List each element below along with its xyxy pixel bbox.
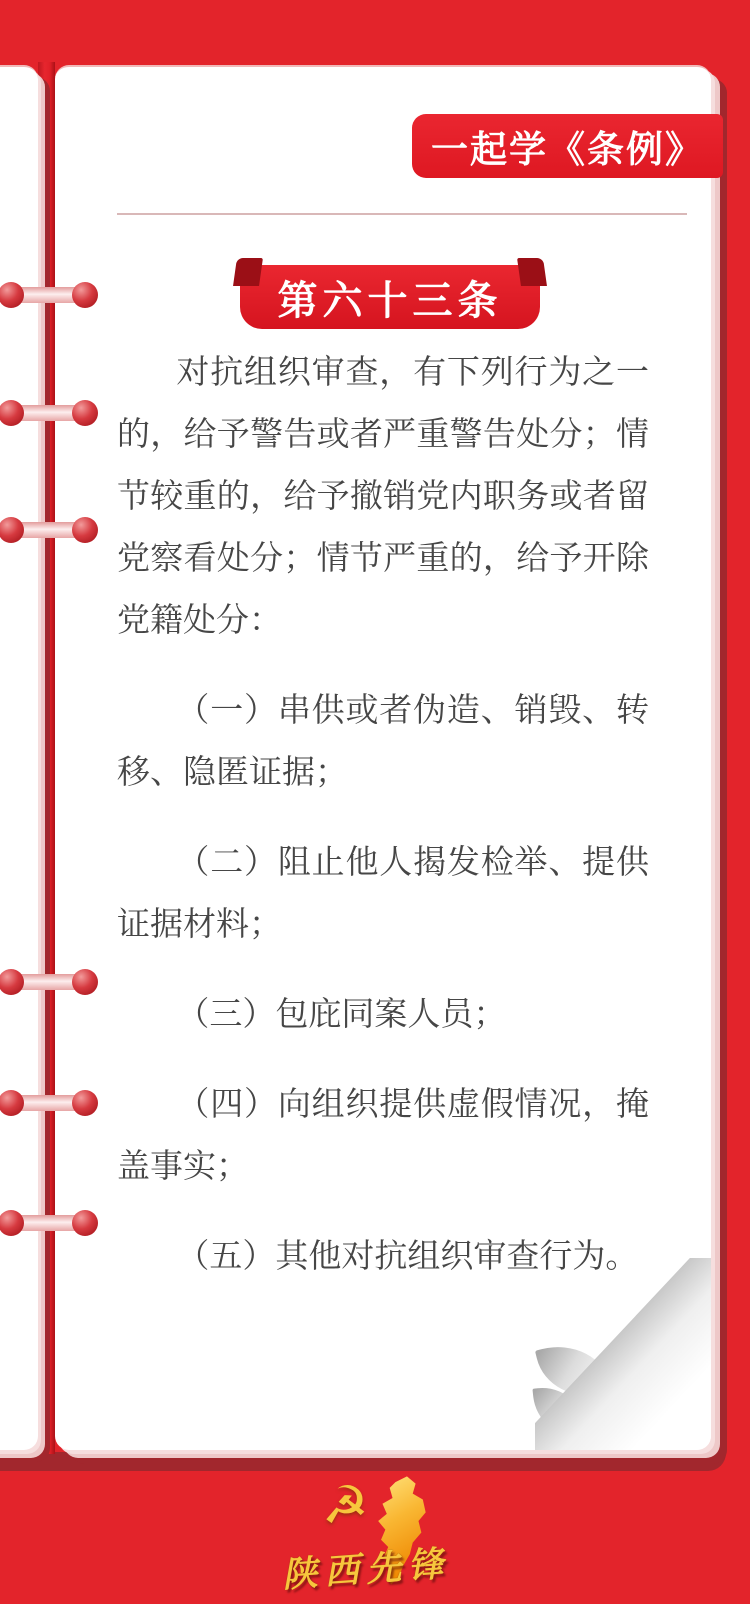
banner-ribbon-tab-right-icon (517, 258, 547, 286)
page-gap (38, 62, 55, 1454)
article-item-5: （五）其他对抗组织审查行为。 (176, 1237, 639, 1274)
brand-footer (260, 1476, 490, 1602)
binder-ring (0, 400, 98, 426)
article-banner-label: 第六十三条 (277, 278, 503, 323)
binder-ring-ball (72, 517, 98, 543)
brand-name: 陕西先锋 (281, 1544, 452, 1595)
binder-ring (0, 1210, 98, 1236)
article-item-2: （二）阻止他人揭发检举、提供证据材料； (117, 843, 649, 942)
article-item-3: （三）包庇同案人员； (176, 995, 507, 1032)
binder-ring-ball (0, 969, 24, 995)
binder-ring-ball (0, 400, 24, 426)
binder-ring-ball (72, 1210, 98, 1236)
binder-ring (0, 969, 98, 995)
binder-ring-ball (72, 282, 98, 308)
article-banner (240, 265, 540, 329)
binder-ring-ball (72, 1090, 98, 1116)
binder-ring-ball (0, 1090, 24, 1116)
binder-ring (0, 1090, 98, 1116)
article-paragraph: 对抗组织审查，有下列行为之一的，给予警告或者严重警告处分；情节较重的，给予撤销党内职务或者留党察看处分；情节严重的，给予开除党籍处分： (117, 353, 649, 638)
binder-ring-ball (0, 282, 24, 308)
binder-ring (0, 282, 98, 308)
binder-ring (0, 517, 98, 543)
article-item-1: （一）串供或者伪造、销毁、转移、隐匿证据； (117, 691, 649, 790)
binder-ring-ball (72, 400, 98, 426)
article-body (117, 341, 649, 1315)
notebook-page (55, 65, 711, 1450)
binder-ring-ball (0, 517, 24, 543)
page-bottom-shadow (0, 1452, 726, 1471)
banner-ribbon-tab-left-icon (233, 258, 263, 286)
study-badge-label: 一起学《条例》 (431, 129, 704, 170)
binder-ring-ball (0, 1210, 24, 1236)
left-page-edge (0, 65, 38, 1450)
article-item-4: （四）向组织提供虚假情况，掩盖事实； (117, 1085, 649, 1184)
study-badge (412, 114, 723, 178)
divider-line (117, 213, 687, 215)
binder-ring-ball (72, 969, 98, 995)
page-curl (535, 1258, 711, 1450)
party-emblem-icon: ☭ (322, 1476, 369, 1536)
